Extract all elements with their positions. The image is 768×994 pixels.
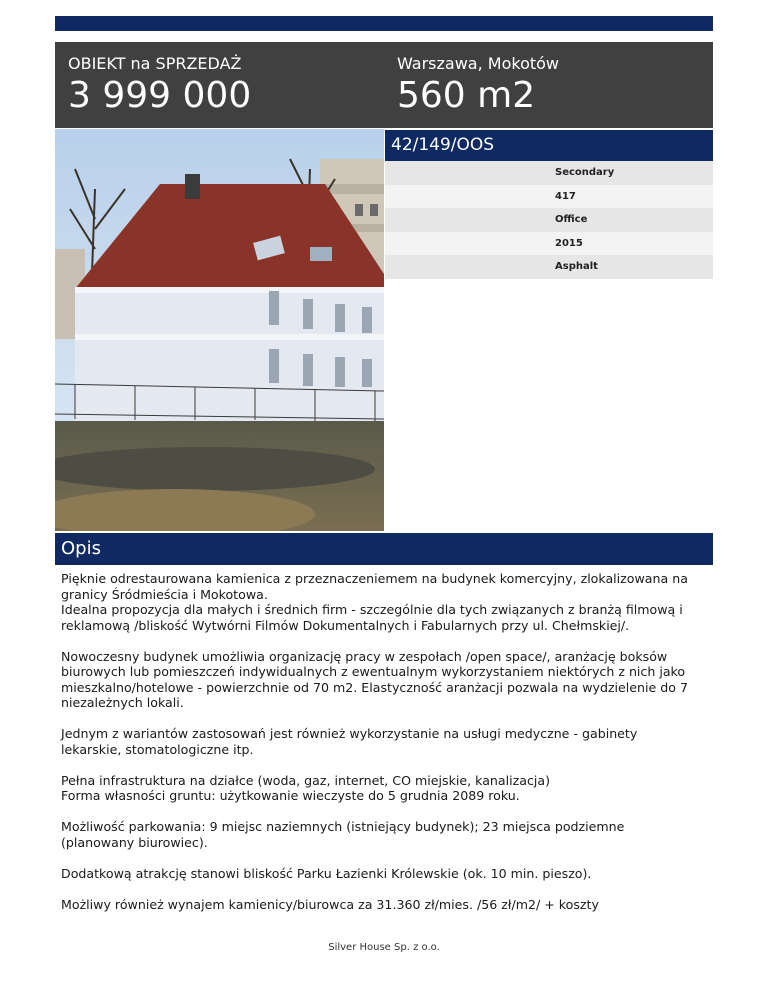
price: 3 999 000 bbox=[68, 75, 252, 116]
description-line: Dodatkową atrakcję stanowi bliskość Parku Łazienki Królewskie (ok. 10 min. pieszo). bbox=[61, 865, 592, 881]
attribute-value: Asphalt bbox=[555, 261, 598, 273]
top-stripe bbox=[55, 16, 713, 31]
description-line: reklamową /bliskość Wytwórni Filmów Dokumentalnych i Fabularnych przy ul. Chełmskiej/. bbox=[61, 617, 630, 633]
header-left bbox=[68, 54, 251, 118]
reference-number: 42/149/OOS bbox=[391, 135, 495, 155]
attribute-value: 2015 bbox=[555, 237, 583, 249]
attributes-table bbox=[385, 161, 713, 279]
description-line: Możliwość parkowania: 9 miejsc naziemnych (istniejący budynek); 23 miejsca podziemne bbox=[61, 819, 625, 834]
description-paragraph bbox=[61, 773, 713, 804]
description-text bbox=[61, 571, 713, 928]
description-line: lekarskie, stomatologiczne itp. bbox=[61, 741, 254, 757]
attribute-row bbox=[385, 208, 713, 232]
description-line: Możliwy również wynajem kamienicy/biurowca za 31.360 zł/mies. /56 zł/m2/ + koszty bbox=[61, 896, 599, 912]
attribute-value: Secondary bbox=[555, 167, 615, 178]
description-paragraph bbox=[61, 649, 713, 711]
attribute-row bbox=[385, 255, 713, 279]
attribute-value: Office bbox=[555, 214, 588, 226]
description-line: Jednym z wariantów zastosowań jest również wykorzystanie na usługi medyczne - gabinety bbox=[61, 726, 638, 741]
description-line: mieszkalno/hotelowe - powierzchnie od 70 m2. Elastyczność aranżacji pozwala na wydzielenie do 7 bbox=[61, 679, 689, 695]
section-title: Opis bbox=[61, 538, 101, 559]
description-paragraph bbox=[61, 726, 713, 757]
description-paragraph bbox=[61, 819, 713, 850]
description-line: Pięknie odrestaurowana kamienica z przeznaczeniemem na budynek komercyjny, zlokalizowana na bbox=[61, 571, 688, 586]
description-line: Forma własności gruntu: użytkowanie wieczyste do 5 grudnia 2089 roku. bbox=[61, 788, 520, 803]
attribute-row bbox=[385, 232, 713, 256]
property-photo bbox=[55, 129, 384, 531]
attribute-row bbox=[385, 185, 713, 209]
reference-bar bbox=[385, 130, 713, 161]
header-right bbox=[397, 54, 559, 118]
description-paragraph bbox=[61, 571, 713, 633]
description-line: Pełna infrastruktura na działce (woda, gaz, internet, CO miejskie, kanalizacja) bbox=[61, 772, 550, 788]
description-line: biurowych lub pomieszczeń indywidualnych z ewentualnym wykorzystaniem niektórych z nich jako bbox=[61, 664, 686, 679]
location: Warszawa, Mokotów bbox=[397, 54, 560, 73]
description-heading-bar bbox=[55, 533, 713, 565]
description-paragraph bbox=[61, 897, 713, 913]
attribute-value: 417 bbox=[555, 190, 576, 202]
listing-header bbox=[55, 42, 713, 128]
description-line: niezależnych lokali. bbox=[61, 695, 184, 710]
description-line: (planowany biurowiec). bbox=[61, 834, 208, 850]
description-line: granicy Śródmieścia i Mokotowa. bbox=[61, 586, 268, 602]
description-paragraph bbox=[61, 866, 713, 882]
description-line: Nowoczesny budynek umożliwia organizację pracy w zespołach /open space/, aranżację boksów bbox=[61, 648, 668, 664]
offer-type: OBIEKT na SPRZEDAŻ bbox=[68, 54, 242, 73]
attribute-row bbox=[385, 161, 713, 185]
footer-company: Silver House Sp. z o.o. bbox=[328, 942, 440, 953]
area: 560 m2 bbox=[397, 75, 536, 116]
description-line: Idealna propozycja dla małych i średnich firm - szczególnie dla tych związanych z branżą filmową i bbox=[61, 602, 683, 617]
